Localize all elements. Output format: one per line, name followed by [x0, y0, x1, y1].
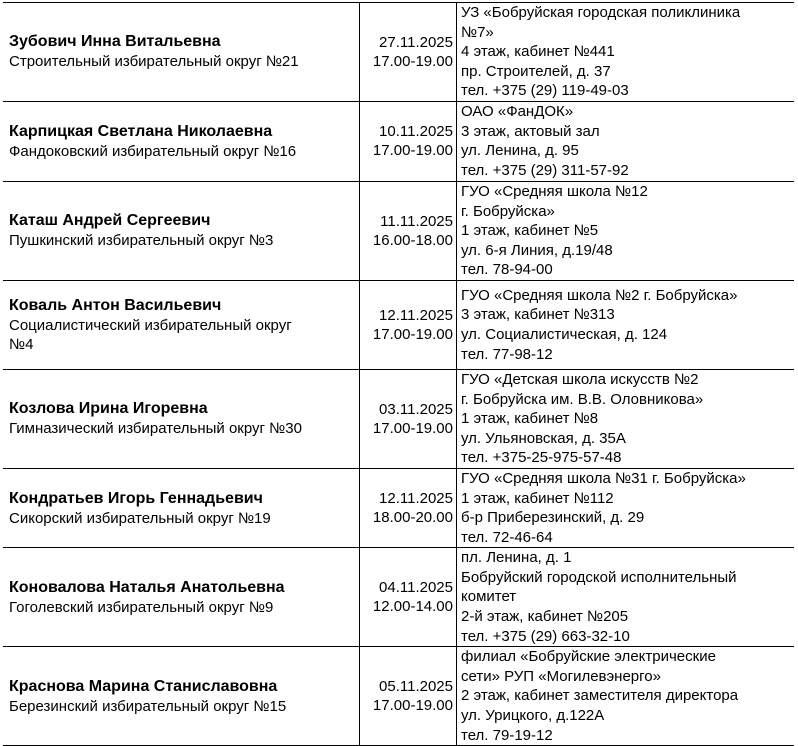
reception-date: 11.11.2025	[380, 212, 453, 230]
district-name: Социалистический избирательный округ	[9, 316, 292, 334]
location-line: 1 этаж, кабинет №112	[461, 489, 614, 507]
location-line: ул. 6-я Линия, д.19/48	[461, 241, 613, 259]
location-line: 1 этаж, кабинет №5	[461, 222, 599, 240]
location-line: УЗ «Бобруйская городская поликлиника	[461, 4, 741, 21]
deputy-name: Каташ Андрей Сергеевич	[9, 212, 211, 230]
table-row	[3, 101, 794, 181]
reception-time: 17.00-19.00	[372, 142, 453, 160]
reception-date: 12.11.2025	[379, 490, 453, 508]
datetime-cell	[360, 101, 457, 181]
district-name: №4	[9, 335, 34, 353]
district-name: Березинский избирательный округ №15	[9, 697, 287, 715]
location-line: ГУО «Детская школа искусств №2	[461, 370, 699, 388]
deputy-name: Кондратьев Игорь Геннадьевич	[9, 489, 263, 507]
location-cell	[457, 181, 795, 280]
deputy-cell	[3, 468, 360, 547]
location-line: ул. Социалистическая, д. 124	[461, 325, 668, 343]
reception-time: 18.00-20.00	[372, 509, 453, 527]
location-line: 1 этаж, кабинет №8	[461, 410, 599, 428]
location-line: ГУО «Средняя школа №2 г. Бобруйска»	[461, 286, 738, 304]
table-row	[3, 548, 794, 647]
location-line: г. Бобруйска им. В.В. Оловникова»	[461, 390, 704, 408]
reception-time: 12.00-14.00	[372, 598, 453, 616]
location-line: тел. 78-94-00	[461, 261, 553, 279]
reception-time: 16.00-18.00	[372, 231, 453, 249]
datetime-cell	[360, 468, 457, 547]
reception-time: 17.00-19.00	[372, 419, 453, 437]
location-line: тел. 77-98-12	[461, 345, 553, 363]
location-line: пр. Строителей, д. 37	[461, 62, 611, 80]
location-line: сети» РУП «Могилевэнерго»	[461, 667, 661, 685]
location-line: №7»	[461, 23, 494, 41]
location-line: 4 этаж, кабинет №441	[461, 43, 615, 61]
deputy-name: Карпицкая Светлана Николаевна	[9, 122, 273, 140]
location-line: 2 этаж, кабинет заместителя директора	[461, 687, 739, 705]
reception-time: 17.00-19.00	[372, 697, 453, 715]
reception-date: 03.11.2025	[379, 400, 453, 418]
reception-time: 17.00-19.00	[372, 325, 453, 343]
location-line: пл. Ленина, д. 1	[461, 549, 572, 567]
deputy-cell	[3, 181, 360, 280]
deputy-cell	[3, 369, 360, 468]
deputy-name: Коновалова Наталья Анатольевна	[9, 578, 285, 596]
datetime-cell	[360, 3, 457, 102]
district-name: Строительный избирательный округ №21	[9, 53, 299, 71]
deputy-cell	[3, 548, 360, 647]
deputy-name: Краснова Марина Станиславовна	[9, 677, 278, 695]
location-line: тел. +375 (29) 311-57-92	[461, 162, 629, 180]
location-line: Бобруйский городской исполнительный	[461, 568, 737, 586]
location-line: комитет	[461, 588, 517, 606]
reception-date: 04.11.2025	[379, 579, 453, 597]
reception-date: 10.11.2025	[379, 123, 453, 141]
location-line: г. Бобруйска»	[461, 202, 555, 220]
reception-schedule	[3, 2, 794, 746]
location-cell	[457, 101, 795, 181]
location-line: филиал «Бобруйские электрические	[461, 648, 716, 666]
district-name: Фандоковский избирательный округ №16	[9, 142, 297, 160]
location-cell	[457, 280, 795, 369]
reception-date: 05.11.2025	[379, 678, 453, 696]
district-name: Пушкинский избирательный округ №3	[9, 232, 274, 250]
table-row	[3, 369, 794, 468]
location-line: б-р Приберезинский, д. 29	[461, 509, 645, 527]
location-cell	[457, 369, 795, 468]
location-line: ул. Ульяновская, д. 35А	[461, 429, 626, 447]
district-name: Сикорский избирательный округ №19	[9, 509, 271, 527]
location-cell	[457, 548, 795, 647]
reception-time: 17.00-19.00	[372, 52, 453, 70]
datetime-cell	[360, 280, 457, 369]
datetime-cell	[360, 369, 457, 468]
location-line: тел. 79-19-12	[461, 726, 553, 744]
reception-date: 12.11.2025	[379, 306, 453, 324]
schedule-table	[3, 2, 794, 746]
location-line: тел. 72-46-64	[461, 528, 553, 546]
datetime-cell	[360, 181, 457, 280]
deputy-name: Зубович Инна Витальевна	[9, 33, 221, 51]
location-line: ул. Урицкого, д.122А	[461, 707, 605, 725]
location-line: ОАО «ФанДОК»	[461, 103, 574, 121]
district-name: Гоголевский избирательный округ №9	[9, 598, 274, 616]
location-line: ГУО «Средняя школа №12	[461, 182, 648, 200]
location-line: 3 этаж, кабинет №313	[461, 306, 615, 324]
deputy-cell	[3, 101, 360, 181]
table-row	[3, 468, 794, 547]
district-name: Гимназический избирательный округ №30	[9, 420, 302, 438]
location-line: тел. +375-25-975-57-48	[461, 449, 622, 467]
location-cell	[457, 468, 795, 547]
location-line: 2-й этаж, кабинет №205	[461, 608, 629, 626]
reception-date: 27.11.2025	[379, 33, 453, 51]
location-line: 3 этаж, актовый зал	[461, 122, 600, 140]
location-line: тел. +375 (29) 663-32-10	[461, 627, 630, 645]
table-row	[3, 280, 794, 369]
deputy-name: Козлова Ирина Игоревна	[9, 400, 208, 418]
deputy-name: Коваль Антон Васильевич	[9, 296, 222, 314]
datetime-cell	[360, 548, 457, 647]
location-line: ГУО «Средняя школа №31 г. Бобруйска»	[461, 469, 746, 487]
location-line: тел. +375 (29) 119-49-03	[461, 82, 629, 100]
deputy-cell	[3, 3, 360, 102]
deputy-cell	[3, 280, 360, 369]
location-cell	[457, 3, 795, 102]
location-line: ул. Ленина, д. 95	[461, 142, 579, 160]
table-row	[3, 3, 794, 102]
table-row	[3, 181, 794, 280]
